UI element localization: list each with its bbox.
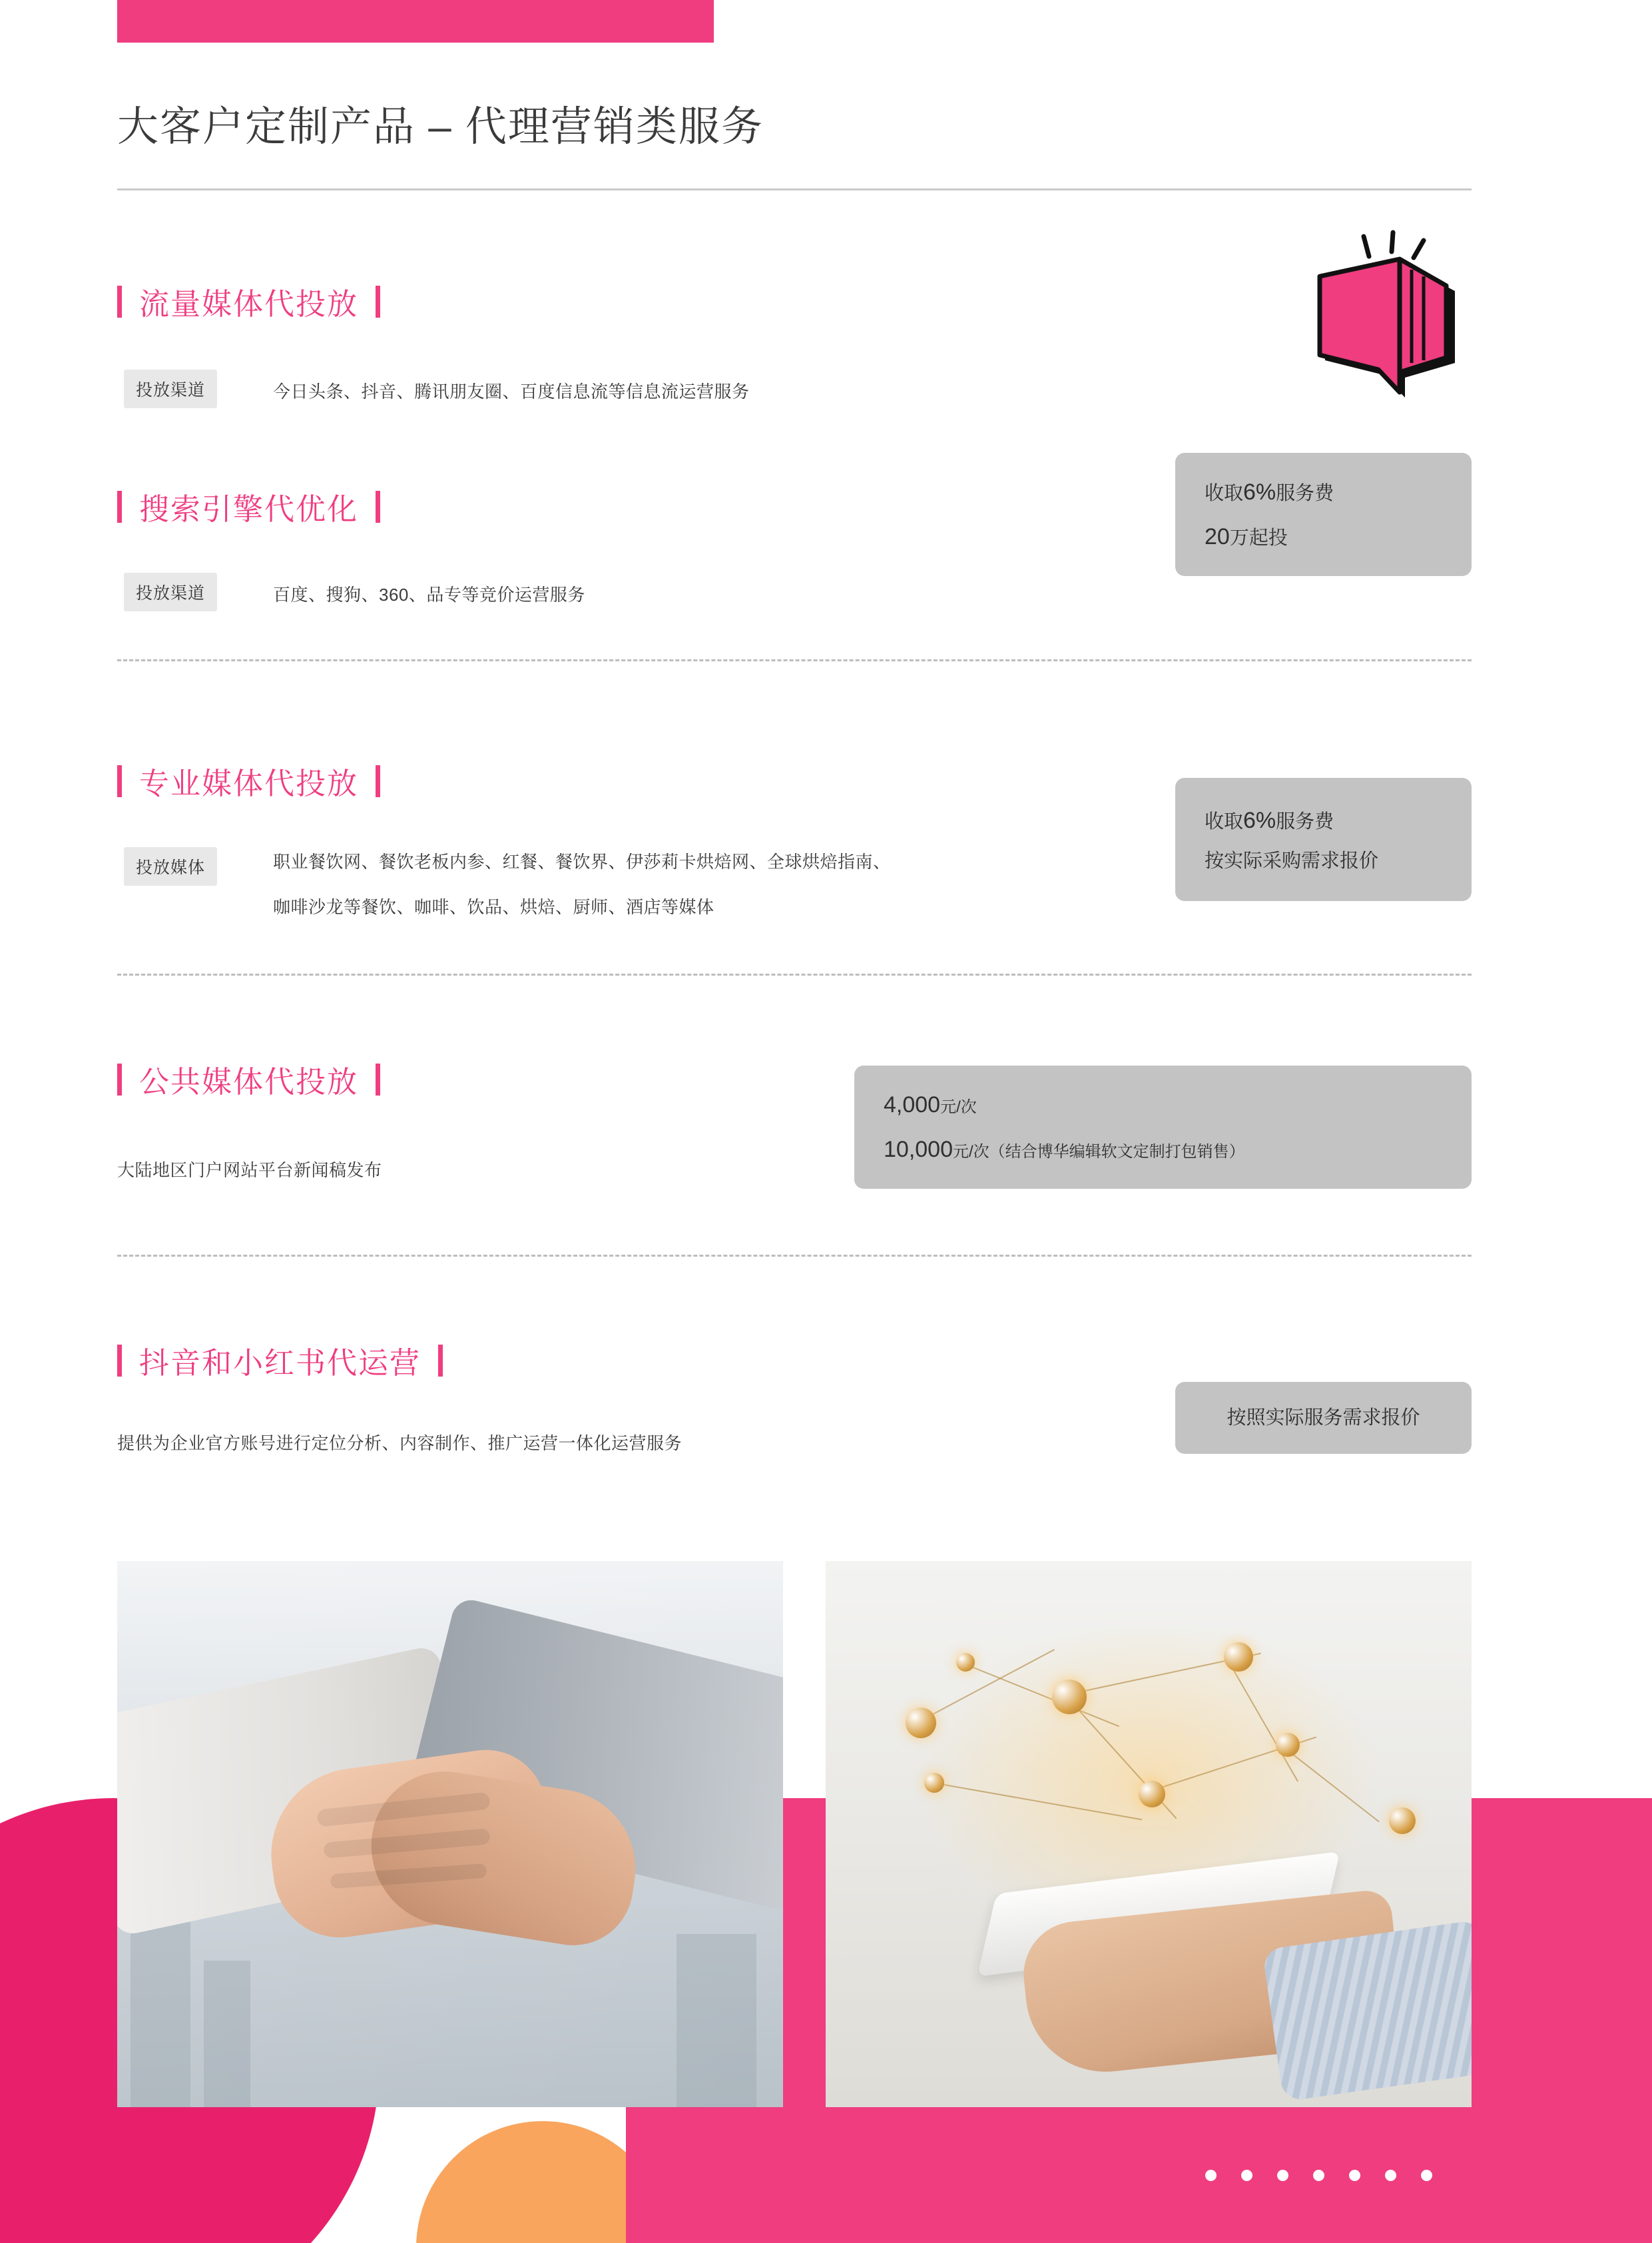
body-text-public: 大陆地区门户网站平台新闻稿发布 [117,1160,382,1180]
price-line-1: 收取6%服务费 [1205,480,1334,505]
price-box-douyin [1175,1382,1472,1454]
network-node [956,1653,975,1672]
network-node [1052,1680,1087,1714]
section-title-text: 搜索引擎代优化 [139,492,359,526]
price-box-professional [1175,778,1472,901]
heading-bar-left-icon [117,765,122,797]
section-title-text: 公共媒体代投放 [139,1065,359,1099]
page-dot [1277,2170,1288,2181]
heading-bar-left-icon [117,1064,122,1096]
section-title-text: 抖音和小红书代运营 [139,1346,421,1380]
section-heading-professional-media [117,759,380,802]
network-node [1276,1733,1300,1757]
heading-bar-right-icon [376,765,380,797]
chip-media-professional: 投放媒体 [124,847,217,886]
price-line-1: 4,000元/次 [884,1092,977,1118]
network-node [924,1773,944,1793]
price-box-public [854,1066,1472,1189]
speech-bubble-icon [1305,230,1472,423]
page-dots [1205,2170,1432,2181]
network-node [1389,1807,1416,1834]
network-node [906,1708,936,1738]
price-line-2: 10,000元/次（结合博华编辑软文定制打包销售） [884,1136,1245,1162]
network-node [1139,1781,1165,1807]
page-dot [1385,2170,1396,2181]
heading-bar-left-icon [117,286,122,318]
photo-building [677,1934,756,2107]
section-heading-public-media [117,1058,380,1101]
page-dot [1205,2170,1217,2181]
body-text-professional-line1: 职业餐饮网、餐饮老板内参、红餐、餐饮界、伊莎莉卡烘焙网、全球烘焙指南、 [273,852,891,872]
title-divider [117,188,1472,190]
page-dot [1349,2170,1360,2181]
photo-network-tablet [826,1561,1472,2107]
photo-sleeve [1262,1919,1472,2102]
body-text-douyin: 提供为企业官方账号进行定位分析、内容制作、推广运营一体化运营服务 [117,1433,683,1453]
page-dot [1241,2170,1252,2181]
photo-handshake [117,1561,783,2107]
section-title-text: 专业媒体代投放 [139,767,359,801]
body-text-search: 百度、搜狗、360、品专等竞价运营服务 [273,585,585,605]
heading-bar-right-icon [376,1064,380,1096]
page-dot [1313,2170,1324,2181]
page-dot [1421,2170,1432,2181]
body-text-professional-line2: 咖啡沙龙等餐饮、咖啡、饮品、烘焙、厨师、酒店等媒体 [273,897,714,917]
page-title: 大客户定制产品 – 代理营销类服务 [117,104,764,150]
price-line-2: 20万起投 [1205,523,1288,549]
section-title-text: 流量媒体代投放 [139,287,359,321]
top-accent-bar [117,0,714,43]
body-text-traffic: 今日头条、抖音、腾讯朋友圈、百度信息流等信息流运营服务 [273,382,750,402]
heading-bar-left-icon [117,1345,122,1377]
chip-channel-search: 投放渠道 [124,573,217,611]
price-line-2: 按实际采购需求报价 [1205,850,1379,872]
divider-dashed-1 [117,659,1472,661]
chip-channel-traffic: 投放渠道 [124,370,217,408]
heading-bar-right-icon [376,286,380,318]
price-line-1: 收取6%服务费 [1205,808,1334,834]
network-node [1224,1642,1253,1672]
photo-building [204,1961,250,2107]
photo-building [131,1907,190,2107]
heading-bar-right-icon [376,491,380,523]
section-heading-douyin-xiaohongshu [117,1339,443,1382]
section-heading-traffic-media [117,280,380,323]
divider-dashed-3 [117,1255,1472,1257]
divider-dashed-2 [117,974,1472,976]
heading-bar-left-icon [117,491,122,523]
heading-bar-right-icon [438,1345,443,1377]
price-box-search [1175,453,1472,576]
price-line-1: 按照实际服务需求报价 [1227,1407,1420,1429]
section-heading-search-engine [117,485,380,528]
